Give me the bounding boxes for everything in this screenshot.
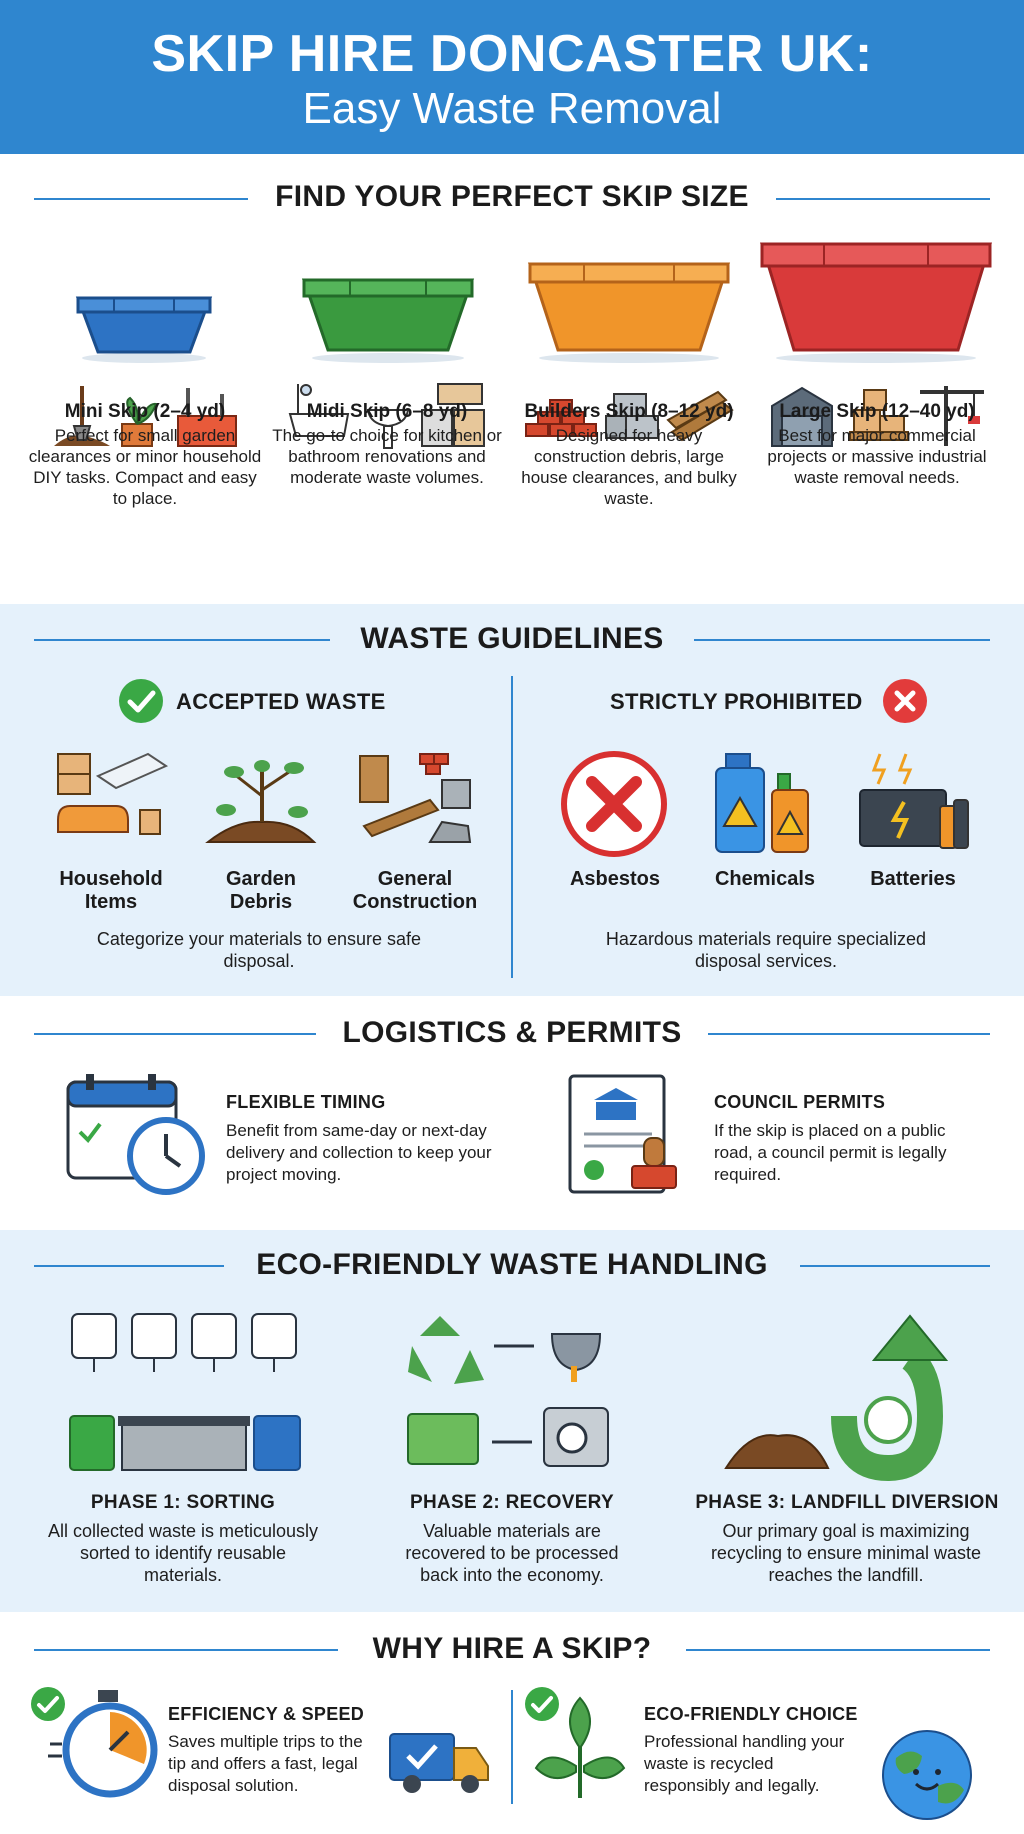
household-items-icon — [54, 750, 170, 846]
asbestos-icon — [560, 750, 668, 858]
accepted-heading: ACCEPTED WASTE — [176, 689, 386, 714]
prohibited-note: Hazardous materials require specialized disposal services. — [605, 929, 927, 971]
batteries-icon — [856, 750, 972, 858]
section-title: LOGISTICS & PERMITS — [342, 1016, 682, 1049]
section-title: WHY HIRE A SKIP? — [372, 1632, 652, 1665]
delivery-truck-icon — [386, 1730, 492, 1796]
skip-desc: The go-to choice for kitchen or bathroom renovations and moderate waste volumes. — [272, 426, 502, 487]
accepted-item-label: Household Items — [59, 868, 163, 913]
logistics-section — [0, 996, 1024, 1230]
phase-text: Valuable materials are recovered to be processed back into the economy. — [405, 1521, 619, 1585]
page-subtitle: Easy Waste Removal — [302, 84, 722, 133]
page-header — [0, 0, 1024, 154]
skip-name: Mini Skip (2–4 yd) — [64, 401, 226, 422]
efficiency-text: Saves multiple trips to the tip and offers a fast, legal disposal solution. — [168, 1732, 363, 1795]
phase-heading: PHASE 3: LANDFILL DIVERSION — [695, 1492, 999, 1513]
calendar-clock-icon — [64, 1072, 208, 1198]
skip-sizes-section — [0, 154, 1024, 604]
accepted-item-label: Garden Debris — [225, 868, 297, 913]
timing-text: Benefit from same-day or next-day delivery and collection to keep your project moving. — [226, 1121, 492, 1184]
page-title: SKIP HIRE DONCASTER UK: — [151, 25, 873, 83]
skip-desc: Best for major commercial projects or massive industrial waste removal needs. — [767, 426, 987, 487]
builders-skip-icon — [526, 260, 732, 364]
skip-desc: Designed for heavy construction debris, large house clearances, and bulky waste. — [521, 426, 737, 508]
prohibited-item-label: Asbestos — [569, 868, 661, 890]
skip-desc: Perfect for small garden clearances or minor household DIY tasks. Compact and easy to place. — [28, 426, 262, 508]
skip-name: Large Skip (12–40 yd) — [779, 401, 975, 422]
recovery-cycle-icon — [404, 1310, 626, 1474]
ecochoice-heading: ECO-FRIENDLY CHOICE — [644, 1704, 858, 1724]
phase-heading: PHASE 2: RECOVERY — [410, 1492, 614, 1513]
timing-heading: FLEXIBLE TIMING — [226, 1092, 386, 1112]
section-title: ECO-FRIENDLY WASTE HANDLING — [256, 1248, 768, 1281]
chemicals-icon — [712, 750, 818, 858]
construction-waste-icon — [356, 750, 474, 846]
section-title: FIND YOUR PERFECT SKIP SIZE — [275, 180, 749, 213]
landfill-diversion-icon — [724, 1312, 964, 1472]
stopwatch-icon — [48, 1688, 158, 1804]
sorting-conveyor-icon — [66, 1312, 310, 1472]
phase-text: Our primary goal is maximizing recycling to ensure minimal waste reaches the landfill. — [710, 1521, 982, 1585]
midi-skip-icon — [300, 276, 476, 364]
cross-icon — [882, 678, 928, 724]
accepted-item-label: General Construction — [352, 868, 478, 913]
column-divider — [511, 1690, 513, 1804]
smiling-earth-icon — [880, 1728, 974, 1822]
column-divider — [511, 676, 513, 978]
ecochoice-text: Professional handling your waste is recycled responsibly and legally. — [644, 1732, 845, 1795]
garden-debris-icon — [206, 750, 316, 846]
accepted-note: Categorize your materials to ensure safe disposal. — [96, 929, 422, 971]
prohibited-item-label: Batteries — [870, 868, 956, 890]
permit-document-icon — [566, 1072, 694, 1198]
why-hire-section — [0, 1612, 1024, 1834]
prohibited-item-label: Chemicals — [714, 868, 816, 890]
check-icon — [118, 678, 164, 724]
phase-heading: PHASE 1: SORTING — [90, 1492, 276, 1513]
mini-skip-icon — [74, 294, 214, 364]
prohibited-heading: STRICTLY PROHIBITED — [610, 689, 863, 714]
skip-name: Midi Skip (6–8 yd) — [306, 401, 468, 422]
waste-guidelines-section — [0, 604, 1024, 996]
large-skip-icon — [758, 240, 994, 364]
skip-name: Builders Skip (8–12 yd) — [524, 401, 734, 422]
permits-text: If the skip is placed on a public road, a council permit is legally required. — [714, 1121, 947, 1184]
efficiency-heading: EFFICIENCY & SPEED — [168, 1704, 365, 1724]
phase-text: All collected waste is meticulously sorted to identify reusable materials. — [47, 1521, 319, 1585]
eco-handling-section — [0, 1230, 1024, 1612]
leaf-plant-icon — [532, 1692, 628, 1802]
section-title: WASTE GUIDELINES — [360, 622, 664, 655]
permits-heading: COUNCIL PERMITS — [714, 1092, 886, 1112]
